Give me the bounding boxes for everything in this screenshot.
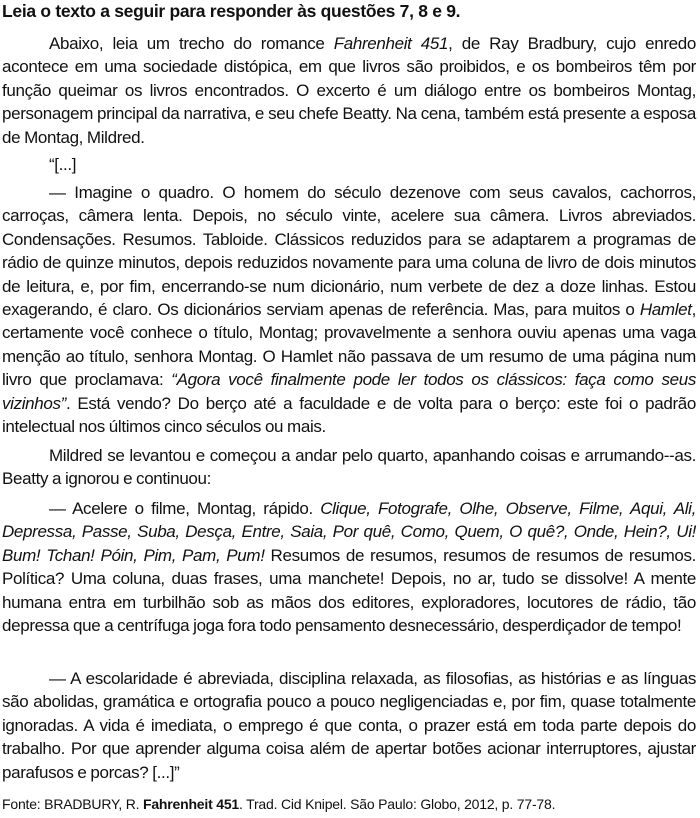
dialogue-paragraph-1 [2,181,696,438]
source-prefix: Fonte: BRADBURY, R. [2,796,143,812]
p3-onomatopoeia: Clique, Fotografe, Olhe, Observe, Filme, Aqui, Ali, Depressa, Passe, Suba, Desça, Entre, Saia, Por quê, Como, Quem, O quê?, Onde, Hein?, Ui! Bum! Tchan! Póin, Pim, Pam, Pum! [2,499,696,565]
hamlet-title: Hamlet [639,300,692,320]
p1-quote: “Agora você finalmente pode ler todos os clássicos: faça como seus vizinhos” [2,370,696,413]
p3-text-1: — Acelere o filme, Montag, rápido. [49,499,321,518]
p1-text-2: , certamente você conhece o título, Montag; provavelmente a senhora ouviu apenas uma vaga menção ao título, senhora Montag. O Hamlet não passava de um resumo de uma página num livro que proclamava: [2,300,696,390]
open-quote: “[...] [49,155,77,174]
open-quote-line [2,153,696,176]
intro-paragraph [2,32,696,149]
instruction-heading: Leia o texto a seguir para responder às questões 7, 8 e 9. [2,1,461,21]
intro-text-1: Abaixo, leia um trecho do romance [49,34,334,53]
intro-text-2: , de Ray Bradbury, cujo enredo acontece em uma sociedade distópica, em que livros são proibidos, e os bombeiros têm por função queimar os livros encontrados. O excerto é um diálogo entre os bombeiros Montag, personagem principal da narrativa, e seu chefe Beatty. Na cena, também está presente a esposa de Montag, Mildred. [2,34,696,147]
book-title: Fahrenheit 451 [333,34,449,53]
narration-paragraph [2,444,696,491]
dialogue-paragraph-2 [2,497,696,637]
source-citation [2,795,555,813]
p3-text-2: Resumos de resumos, resumos de resumos de resumos. Política? Uma coluna, duas frases, uma manchete! Depois, no ar, tudo se dissolve! A mente humana entra em turbilhão sob as mãos dos editores, exploradores, locutores de rádio, tão depressa que a centrífuga joga fora todo pensamento desnecessário, desperdiçador de tempo! [2,545,697,636]
p4-text: — A escolaridade é abreviada, disciplina relaxada, as filosofias, as histórias e as línguas são abolidas, gramática e ortografia pouco a pouco negligenciadas e, por fim, quase totalmente ignoradas. A vida é imediata, o emprego é que conta, o prazer está em toda parte depois do trabalho. Por que aprender alguma coisa além de apertar botões acionar interruptores, ajustar parafusos e porcas? [...]” [2,669,696,782]
p2-text: Mildred se levantou e começou a andar pelo quarto, apanhando coisas e arrumando--as. Beatty a ignorou e continuou: [2,446,696,489]
dialogue-paragraph-3 [2,667,696,784]
p1-text-1: — Imagine o quadro. O homem do século dezenove com seus cavalos, cachorros, carroças, câmera lenta. Depois, no século vinte, acelere sua câmera. Livros abreviados. Condensações. Resumos. Tabloide. Clássicos reduzidos para se adaptarem a programas de rádio de quinze minutos, depois reduzidos novamente para uma coluna de livro de dois minutos de leitura, e, por fim, encerrando-se num dicionário, num verbete de dez a doze linhas. Estou exagerando, é claro. Os dicionários serviam apenas de referência. Mas, para muitos o [2,183,696,320]
source-title: Fahrenheit 451 [142,796,239,812]
source-suffix: . Trad. Cid Knipel. São Paulo: Globo, 2012, p. 77-78. [239,796,556,812]
p1-text-3: . Está vendo? Do berço até a faculdade e de volta para o berço: este foi o padrão intelectual nos últimos cinco séculos ou mais. [2,393,696,437]
